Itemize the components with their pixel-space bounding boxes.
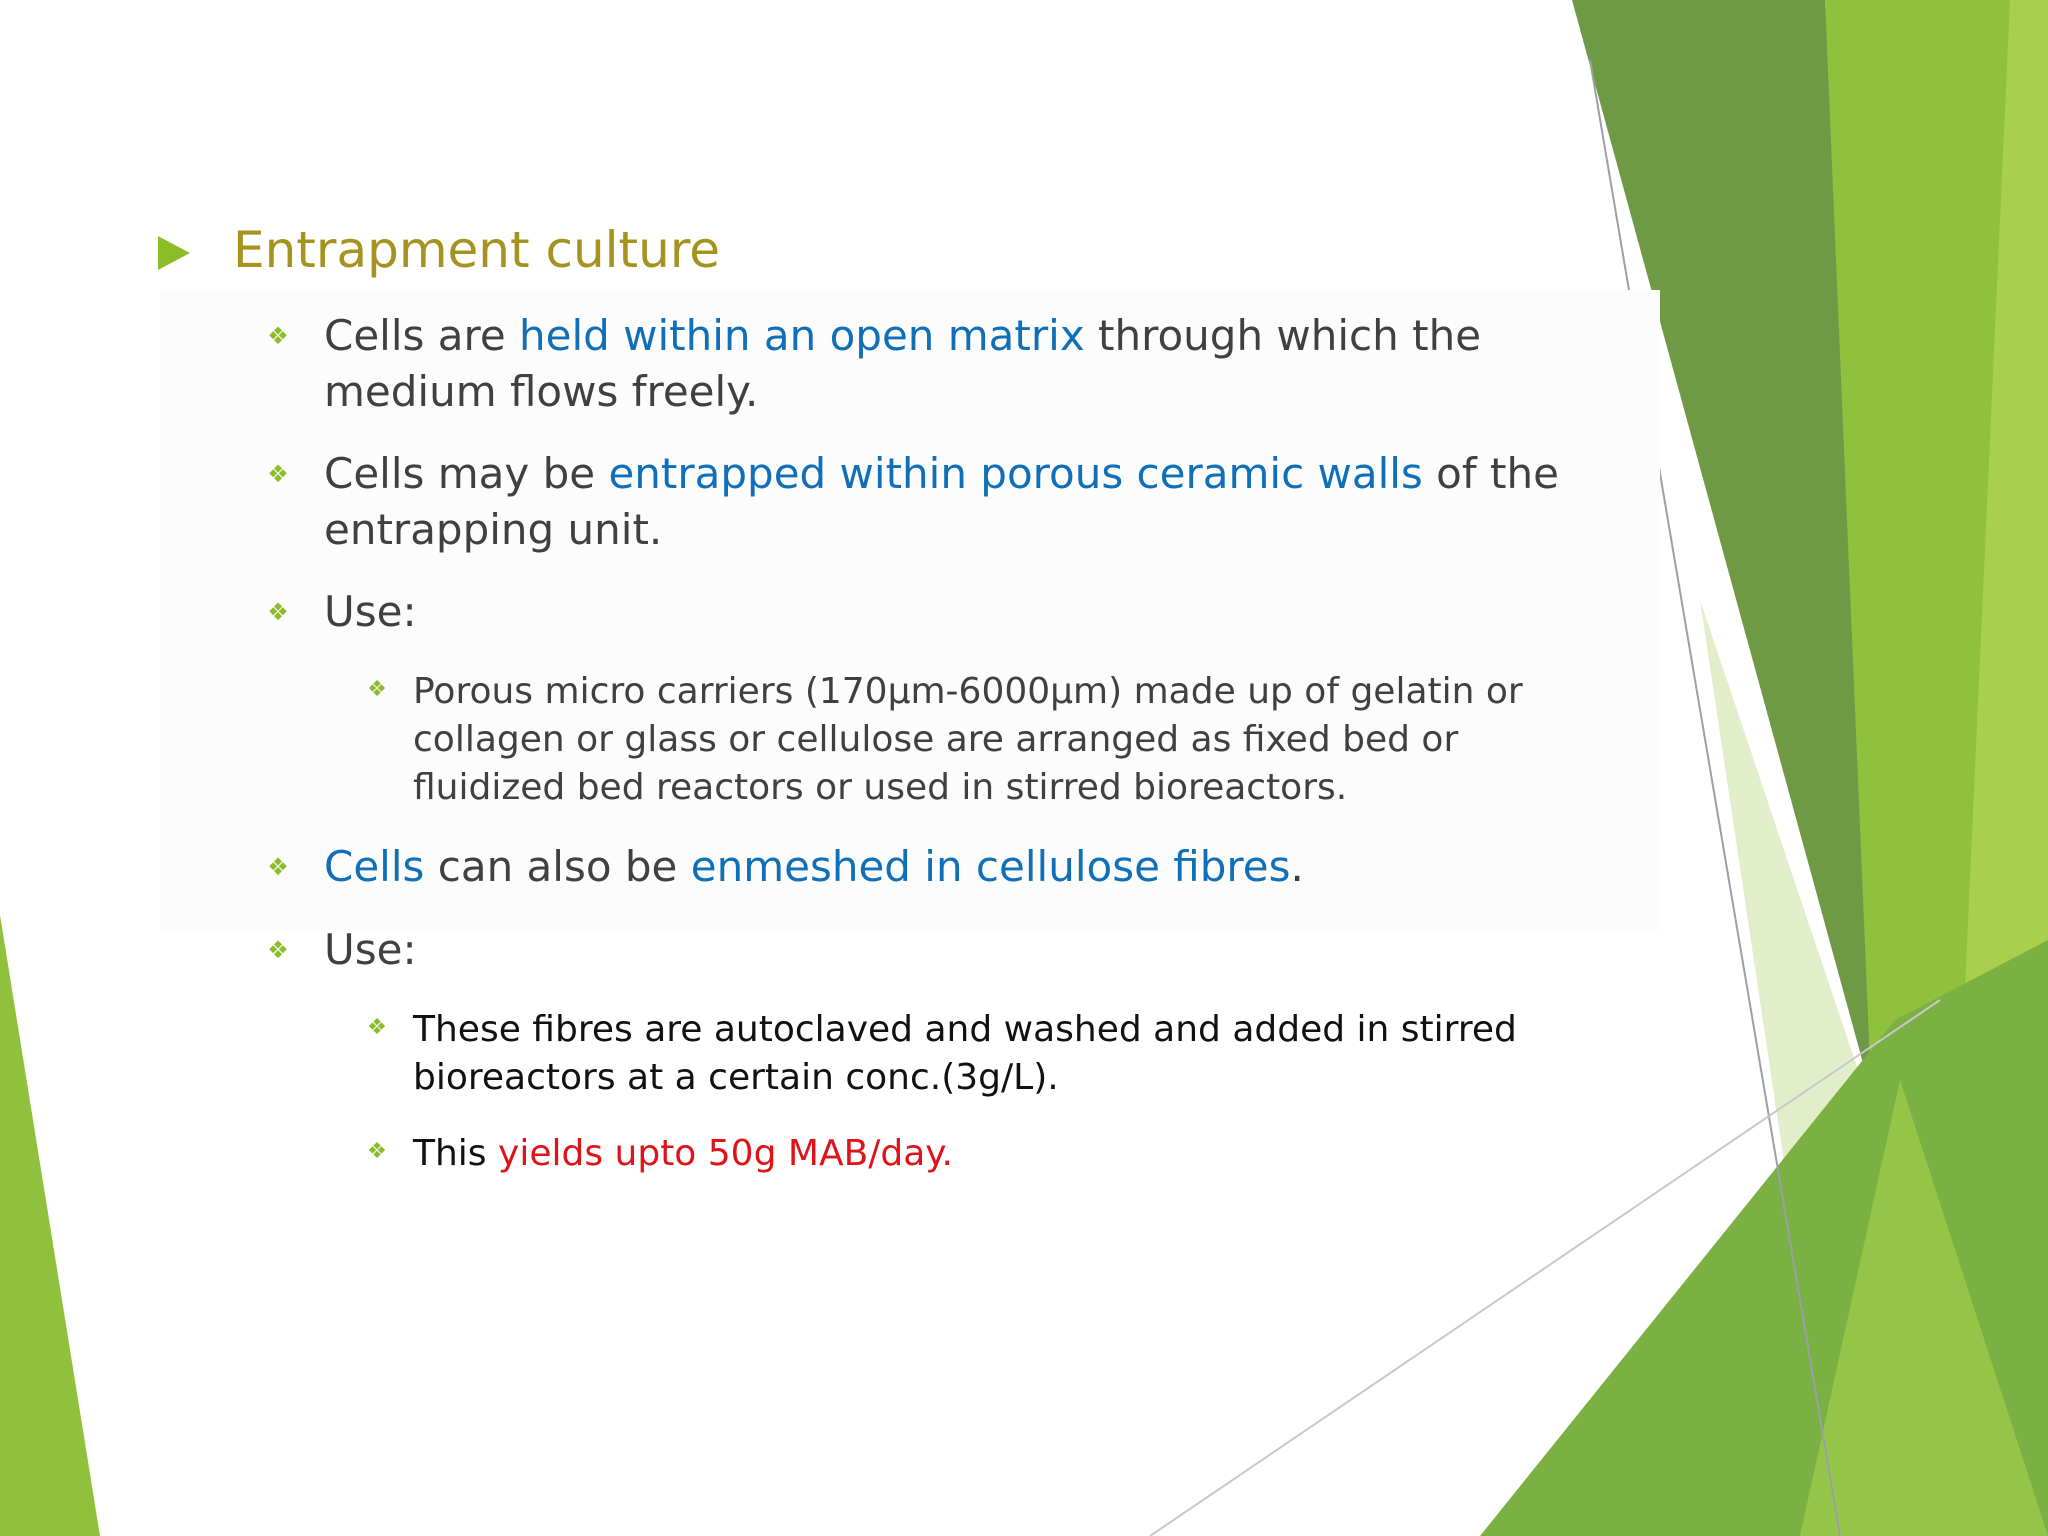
triangle-right-icon xyxy=(158,236,190,270)
highlight-text: Cells xyxy=(324,842,425,891)
diamond-bullet-icon: ❖ xyxy=(367,677,387,702)
text-span: This xyxy=(413,1133,499,1174)
text-span: can also be xyxy=(424,842,691,891)
bullet-text xyxy=(324,839,1564,895)
highlight-text: entrapped within porous ceramic walls xyxy=(608,449,1423,498)
text-span: . xyxy=(1290,842,1304,891)
bullet-text xyxy=(324,446,1564,558)
sub-bullet-text: These fibres are autoclaved and washed and added in stirred bioreactors at a certain conc.(3g/L). xyxy=(413,1009,1517,1098)
sub-bullet-item-3 xyxy=(367,1130,1543,1178)
bullet-item-use-1 xyxy=(267,584,1524,640)
bullet-item-3 xyxy=(267,839,1564,895)
sub-bullet-item-1 xyxy=(367,668,1543,812)
diamond-bullet-icon: ❖ xyxy=(267,598,289,626)
text-span: through which the medium flows freely. xyxy=(324,311,1482,416)
sub-bullet-text: Porous micro carriers (170µm-6000µm) made up of gelatin or collagen or glass or cellulose are arranged as fixed bed or fluidized bed reactors or used in stirred bioreactors. xyxy=(413,671,1523,808)
highlight-text: held within an open matrix xyxy=(519,311,1085,360)
text-span: Cells are xyxy=(324,311,520,360)
bullet-text xyxy=(324,308,1564,420)
sub-bullet-text xyxy=(413,1130,1543,1178)
diamond-bullet-icon: ❖ xyxy=(267,853,289,881)
bullet-item-1 xyxy=(267,308,1564,420)
diamond-bullet-icon: ❖ xyxy=(267,322,289,350)
bullet-item-use-2 xyxy=(267,922,1524,978)
text-span: of the entrapping unit. xyxy=(324,449,1559,554)
highlight-text: enmeshed in cellulose fibres xyxy=(690,842,1291,891)
sub-bullet-item-2 xyxy=(367,1006,1543,1102)
deco-facet-left xyxy=(0,915,100,1536)
bullet-item-2 xyxy=(267,446,1564,558)
highlight-text: yields upto 50g MAB/day. xyxy=(498,1133,953,1174)
heading-text: Entrapment culture xyxy=(233,221,721,279)
diamond-bullet-icon: ❖ xyxy=(267,460,289,488)
use-label: Use: xyxy=(324,925,417,974)
diamond-bullet-icon: ❖ xyxy=(267,936,289,964)
use-label: Use: xyxy=(324,587,417,636)
diamond-bullet-icon: ❖ xyxy=(367,1139,387,1164)
diamond-bullet-icon: ❖ xyxy=(367,1015,387,1040)
text-span: Cells may be xyxy=(324,449,609,498)
